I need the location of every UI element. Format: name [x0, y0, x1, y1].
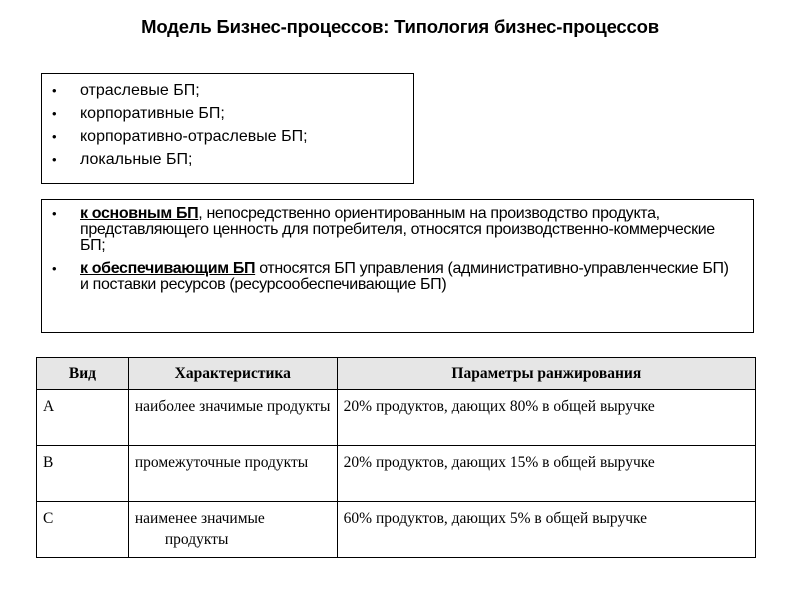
- list-item: [42, 126, 413, 147]
- cell-kind: B: [37, 446, 129, 502]
- bp-purpose-list: [42, 206, 753, 293]
- bullet-icon: •: [52, 261, 57, 276]
- header-ranking-parameters: Параметры ранжирования: [337, 358, 755, 390]
- bullet-icon: •: [52, 106, 57, 121]
- header-kind: Вид: [37, 358, 129, 390]
- cell-text: 20% продуктов, дающих 15% в общей выручке: [343, 454, 655, 471]
- cell-text: наименее значимые продукты: [134, 510, 265, 548]
- cell-characteristic: [128, 390, 337, 446]
- list-item-text: отраслевые БП;: [80, 82, 200, 99]
- abc-ranking-table: [36, 357, 756, 558]
- list-item: [42, 103, 413, 124]
- header-characteristic: Характеристика: [128, 358, 337, 390]
- cell-ranking-parameters: [337, 446, 755, 502]
- cell-ranking-parameters: [337, 502, 755, 558]
- list-item: [42, 206, 753, 254]
- cell-text: 20% продуктов, дающих 80% в общей выручке: [343, 398, 655, 415]
- bp-scope-list: [42, 80, 413, 170]
- bp-scope-box: [41, 73, 414, 184]
- cell-characteristic: [128, 502, 337, 558]
- bullet-icon: •: [52, 83, 57, 98]
- table-row: [37, 446, 756, 502]
- list-item-text: корпоративные БП;: [80, 105, 225, 122]
- bullet-icon: •: [52, 206, 57, 221]
- cell-ranking-parameters: [337, 390, 755, 446]
- support-bp-term: к обеспечивающим БП: [80, 260, 256, 277]
- list-item: [42, 80, 413, 101]
- core-bp-term: к основным БП: [80, 205, 199, 222]
- list-item: [42, 149, 413, 170]
- table-row: [37, 390, 756, 446]
- bullet-icon: •: [52, 129, 57, 144]
- list-item: [42, 261, 753, 293]
- bullet-icon: •: [52, 152, 57, 167]
- page-title: Модель Бизнес-процессов: Типология бизнес-процессов: [141, 16, 659, 37]
- support-bp-description: относятся БП управления (административно-управленческие БП) и поставки ресурсов (ресурсообеспечивающие БП): [80, 260, 729, 293]
- list-item-text: локальные БП;: [80, 151, 193, 168]
- cell-kind: A: [37, 390, 129, 446]
- cell-kind: C: [37, 502, 129, 558]
- list-item-text: корпоративно-отраслевые БП;: [80, 128, 308, 145]
- table-row: [37, 502, 756, 558]
- bp-purpose-box: [41, 199, 754, 333]
- cell-text: 60% продуктов, дающих 5% в общей выручке: [343, 510, 648, 527]
- core-bp-description: , непосредственно ориентированным на производство продукта, представляющего ценность для потребителя, относятся производственно-коммерческие БП;: [80, 205, 715, 254]
- cell-text: наиболее значимые продукты: [134, 398, 331, 415]
- table-header-row: [37, 358, 756, 390]
- cell-characteristic: [128, 446, 337, 502]
- cell-text: промежуточные продукты: [134, 454, 309, 471]
